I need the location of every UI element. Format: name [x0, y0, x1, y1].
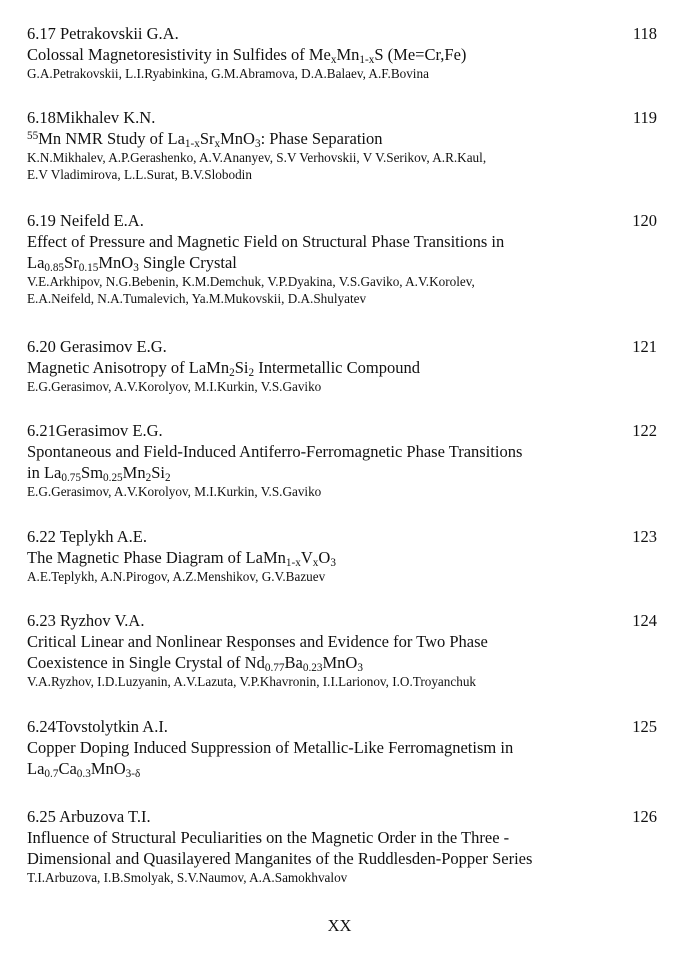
entry-authors: E.G.Gerasimov, A.V.Korolyov, M.I.Kurkin, V.S.Gaviko	[27, 379, 322, 394]
entry-title: Critical Linear and Nonlinear Responses and Evidence for Two Phase	[27, 632, 488, 651]
entry-heading: 6.21Gerasimov E.G.	[27, 421, 163, 440]
entry-authors: T.I.Arbuzova, I.B.Smolyak, S.V.Naumov, A.A.Samokhvalov	[27, 870, 348, 885]
entry-title: Dimensional and Quasilayered Manganites of the Ruddlesden-Popper Series	[27, 849, 533, 868]
entry-authors: V.E.Arkhipov, N.G.Bebenin, K.M.Demchuk, V.P.Dyakina, V.S.Gaviko, A.V.Korolev,	[27, 274, 475, 289]
toc-entry	[27, 23, 657, 82]
entry-authors: E.G.Gerasimov, A.V.Korolyov, M.I.Kurkin, V.S.Gaviko	[27, 484, 322, 499]
toc-entry	[27, 526, 657, 585]
entry-title: Magnetic Anisotropy of $LaMn_2Si_2$ Intermetallic Compound	[27, 358, 420, 380]
page-number: 120	[632, 211, 657, 230]
toc-entry	[27, 806, 657, 886]
entry-authors: E.V Vladimirova, L.L.Surat, B.V.Slobodin	[27, 167, 252, 182]
entry-title: Colossal Magnetoresistivity in Sulfides of $Me_xMn_{1-x}S$ (Me=Cr,Fe)	[27, 45, 467, 67]
page-number: 118	[632, 24, 657, 43]
entry-title: $La_{0.7}Ca_{0.3}MnO_{3-\delta}$	[27, 759, 141, 781]
entry-heading: 6.20 Gerasimov E.G.	[27, 337, 167, 356]
entry-authors: A.E.Teplykh, A.N.Pirogov, A.Z.Menshikov, G.V.Bazuev	[27, 569, 326, 584]
entry-authors: V.A.Ryzhov, I.D.Luzyanin, A.V.Lazuta, V.P.Khavronin, I.I.Larionov, I.O.Troyanchuk	[27, 674, 477, 689]
page-number: 126	[632, 807, 657, 826]
entry-heading: 6.18Mikhalev K.N.	[27, 108, 156, 127]
entry-title: in $La_{0.75}Sm_{0.25}Mn_2Si_2$	[27, 463, 171, 485]
toc-entry	[27, 107, 657, 183]
entry-authors: E.A.Neifeld, N.A.Tumalevich, Ya.M.Mukovskii, D.A.Shulyatev	[27, 291, 367, 306]
page-number: 124	[632, 611, 657, 630]
entry-title: Copper Doping Induced Suppression of Metallic-Like Ferromagnetism in	[27, 738, 514, 757]
entry-title: The Magnetic Phase Diagram of $LaMn_{1-x}V_xO_3$	[27, 548, 336, 570]
entry-authors: G.A.Petrakovskii, L.I.Ryabinkina, G.M.Abramova, D.A.Balaev, A.F.Bovina	[27, 66, 429, 81]
entry-heading: 6.22 Teplykh A.E.	[27, 527, 147, 546]
entry-title: Coexistence in Single Crystal of $Nd_{0.77}Ba_{0.23}MnO_3$	[27, 653, 363, 675]
page-footer-number: XX	[327, 916, 352, 935]
page-number: 122	[632, 421, 657, 440]
entry-heading: 6.25 Arbuzova T.I.	[27, 807, 151, 826]
entry-title: Influence of Structural Peculiarities on the Magnetic Order in the Three -	[27, 828, 510, 847]
page-number: 119	[632, 108, 657, 127]
entry-title: $La_{0.85}Sr_{0.15}MnO_3$ Single Crystal	[27, 253, 237, 275]
page-number: 123	[632, 527, 657, 546]
entry-title: Effect of Pressure and Magnetic Field on Structural Phase Transitions in	[27, 232, 505, 251]
page-number: 121	[632, 337, 657, 356]
entry-title: $^{55}$Mn NMR Study of $La_{1-x}Sr_xMnO_3$: Phase Separation	[27, 129, 383, 151]
toc-entry	[27, 716, 657, 779]
entry-heading: 6.19 Neifeld E.A.	[27, 211, 144, 230]
entry-heading: 6.17 Petrakovskii G.A.	[27, 24, 179, 43]
page-number: 125	[632, 717, 657, 736]
toc-entry	[27, 210, 657, 307]
toc-entry	[27, 610, 657, 690]
entry-heading: 6.24Tovstolytkin A.I.	[27, 717, 168, 736]
entry-heading: 6.23 Ryzhov V.A.	[27, 611, 145, 630]
toc-entry	[27, 336, 657, 395]
entry-authors: K.N.Mikhalev, A.P.Gerashenko, A.V.Ananyev, S.V Verhovskii, V V.Serikov, A.R.Kaul,	[27, 150, 487, 165]
toc-entry	[27, 420, 657, 500]
entry-title: Spontaneous and Field-Induced Antiferro-Ferromagnetic Phase Transitions	[27, 442, 523, 461]
